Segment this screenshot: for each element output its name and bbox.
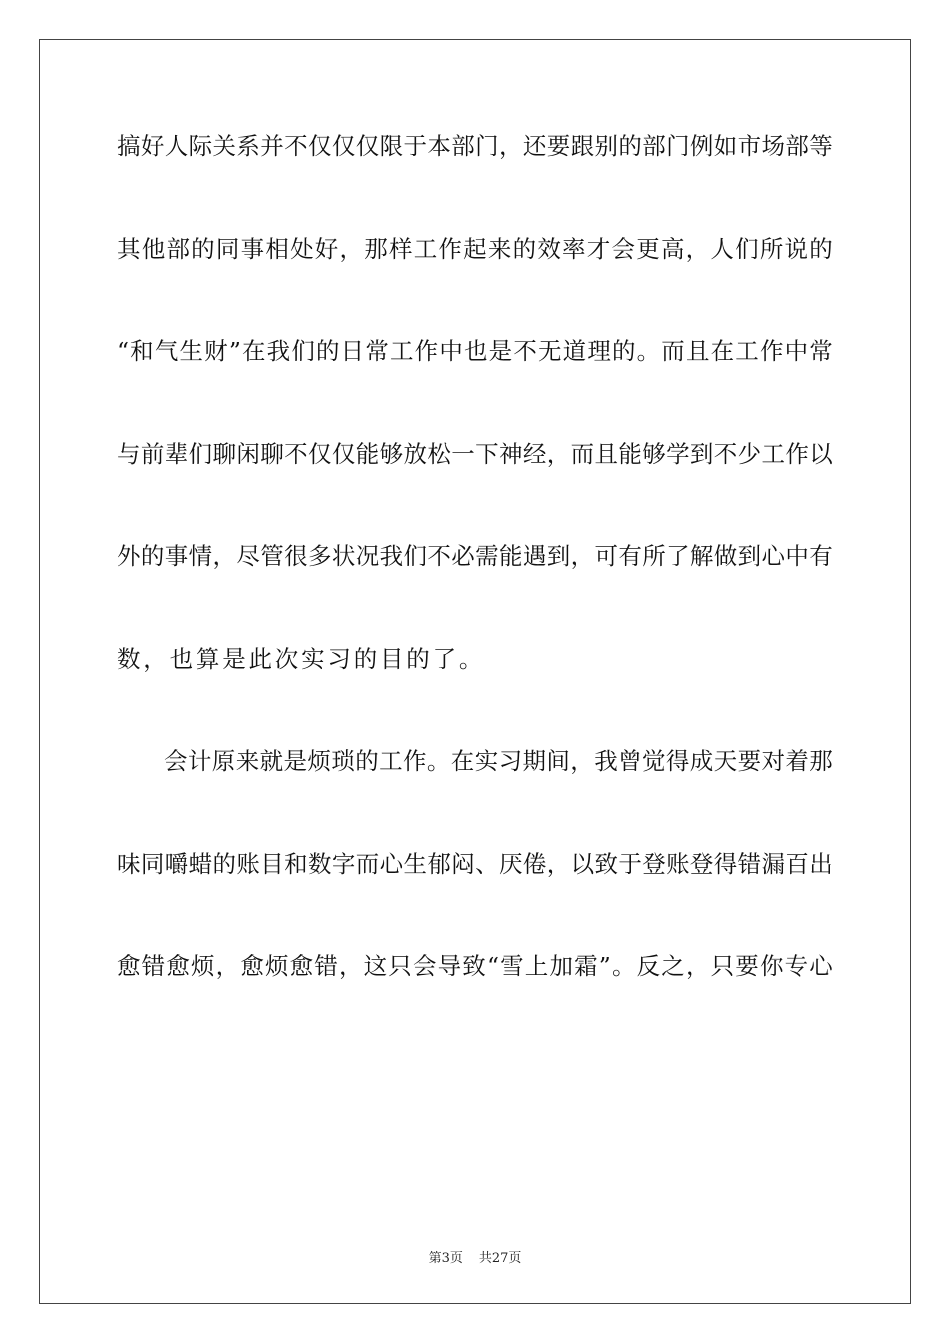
text-line-paragraph-start: 会计原来就是烦琐的工作。在实习期间，我曾觉得成天要对着那	[164, 747, 833, 775]
text-line: “和气生财”在我们的日常工作中也是不无道理的。而且在工作中常	[117, 337, 833, 365]
text-line: 外的事情，尽管很多状况我们不必需能遇到，可有所了解做到心中有	[117, 542, 833, 570]
page-footer	[0, 1247, 950, 1266]
text-line-paragraph-end: 数，也算是此次实习的目的了。	[117, 644, 486, 673]
document-body	[117, 126, 833, 1049]
text-line: 与前辈们聊闲聊不仅仅能够放松一下神经，而且能够学到不少工作以	[117, 439, 833, 468]
text-line: 搞好人际关系并不仅仅仅限于本部门，还要跟别的部门例如市场部等	[117, 132, 833, 160]
text-line: 味同嚼蜡的账目和数字而心生郁闷、厌倦，以致于登账登得错漏百出	[117, 849, 833, 878]
text-line: 其他部的同事相处好，那样工作起来的效率才会更高，人们所说的	[117, 234, 833, 263]
page-count: 共27页	[478, 1251, 522, 1266]
text-line: 愈错愈烦，愈烦愈错，这只会导致“雪上加霜”。反之，只要你专心	[117, 952, 833, 980]
page-number: 第3页	[428, 1251, 463, 1266]
